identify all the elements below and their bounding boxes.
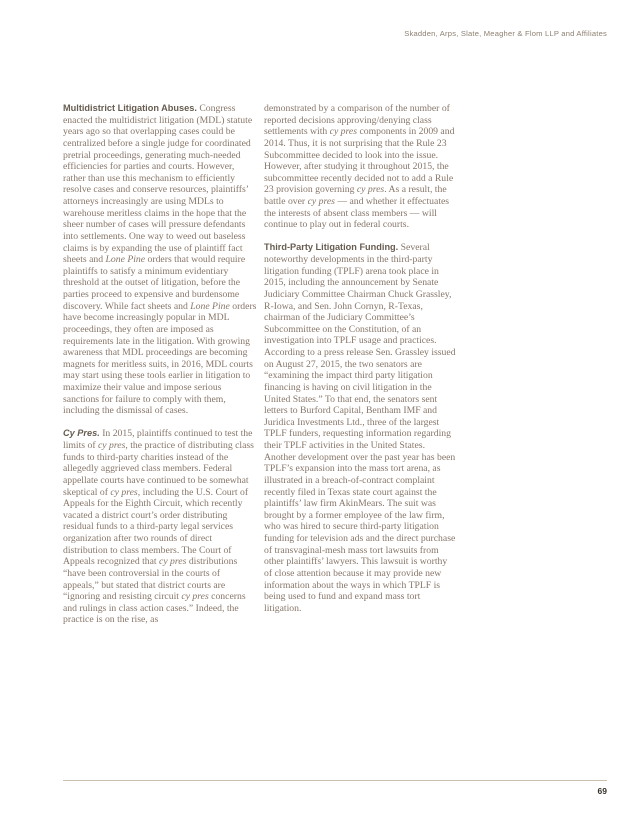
- paragraph: [63, 428, 258, 626]
- text-run: , including the U.S. Court of Appeals for the Eighth Circuit, which recently vacated a district court’s order distributing residual funds to a third-party legal services organization after two rounds of direct distribution to class members. The Court of Appeals recognized that: [63, 486, 249, 568]
- text-run: Lone Pine: [190, 300, 230, 312]
- footer-rule: [63, 780, 607, 781]
- text-run: , the practice of distributing class funds to third-party charities instead of the allegedly aggrieved class members. Federal appellate courts have continued to be somewhat skeptical of: [63, 440, 254, 498]
- text-run: Congress enacted the multidistrict litigation (MDL) statute years ago so that overlapping cases could be centralized before a single judge for coordinated pretrial proceedings, generating much-needed efficiencies for parties and courts. However, rather than use this mechanism to efficiently resolve cases and conserve resources, plaintiffs’ attorneys increasingly are using MDLs to warehouse meritless claims in the hope that the sheer number of cases will pressure defendants into settlements. One way to weed out baseless claims is by expanding the use of plaintiff fact sheets and: [63, 103, 253, 266]
- text-run: cy pres: [159, 556, 187, 568]
- text-run: concerns and rulings in class action cases.” Indeed, the practice is on the rise, as: [63, 591, 246, 626]
- section-heading: Cy Pres.: [63, 428, 100, 439]
- text-run: components in 2009 and 2014. Thus, it is not surprising that the Rule 23 Subcommittee decided to look into the issue. However, after studying it throughout 2015, the subcommittee recently decided not to add a Rule 23 provision governing: [264, 126, 455, 196]
- text-run: In 2015, plaintiffs continued to test the limits of: [63, 428, 253, 452]
- text-run: distributions “have been controversial in the courts of appeals,” but stated that district courts are “ignoring and resisting circuit: [63, 556, 238, 603]
- page-number: 69: [597, 786, 607, 796]
- text-run: demonstrated by a comparison of the number of reported decisions approving/denying class settlements with: [264, 103, 450, 138]
- section-heading: Multidistrict Litigation Abuses.: [63, 103, 197, 113]
- text-run: Lone Pine: [105, 254, 146, 266]
- text-run: cy pres: [181, 591, 209, 603]
- article-columns: [63, 103, 457, 638]
- text-run: cy pres: [356, 184, 385, 196]
- text-run: cy pres: [329, 126, 358, 138]
- text-run: — and whether it effectuates the interests of absent class members — will continue to play out in federal courts.: [264, 196, 450, 231]
- text-run: Several noteworthy developments in the third-party litigation funding (TPLF) arena took place in 2015, including the announcement by Senate Judiciary Committee Chairman Chuck Grassley, R-Iowa, and Sen. John Cornyn, R-Texas, chairman of the Judiciary Committee’s Subcommittee on the Constitution, of an investigation into TPLF usage and practices. According to a press release Sen. Grassley issued on August 27, 2015, the two senators are “examining the impact third party litigation financing is having on civil litigation in the United States.” To that end, the senators sent letters to Burford Capital, Bentham IMF and Juridica Investments Ltd., three of the largest TPLF funders, requesting information regarding their TPLF activities in the United States. Another development over the past year has been TPLF’s expansion into the mass tort arena, as illustrated in a breach-of-contract complaint recently filed in Texas state court against the plaintiffs’ law firm AkinMears. The suit was brought by a former employee of the law firm, who was hired to secure third-party litigation funding for television ads and the direct purchase of transvaginal-mesh mass tort lawsuits from other plaintiffs’ lawyers. This lawsuit is worthy of close attention because it may provide new information about the ways in which TPLF is being used to fund and expand mass tort litigation.: [264, 242, 456, 614]
- firm-name: Skadden, Arps, Slate, Meagher & Flom LLP and Affiliates: [404, 29, 607, 38]
- section-heading: Third-Party Litigation Funding.: [264, 242, 399, 253]
- page-header: [404, 29, 607, 38]
- left-column: [63, 103, 258, 638]
- paragraph: [264, 103, 457, 231]
- paragraph: [264, 242, 457, 614]
- text-run: cy pres: [98, 440, 126, 452]
- text-run: cy pres: [110, 486, 138, 498]
- paragraph: [63, 103, 258, 417]
- text-run: cy pres: [307, 196, 335, 207]
- text-run: . As a result, the battle over: [264, 184, 447, 207]
- text-run: orders have become increasingly popular in MDL proceedings, they often are imposed as requirements late in the litigation. With growing awareness that MDL proceedings are becoming magnets for meritless suits, in 2016, MDL courts may start using these tools earlier in litigation to maximize their value and impose serious sanctions for failure to comply with them, including the dismissal of cases.: [63, 300, 257, 417]
- text-run: orders that would require plaintiffs to satisfy a minimum evidentiary threshold at the outset of litigation, before the parties proceed to expensive and burdensome discovery. While fact sheets and: [63, 254, 246, 312]
- right-column: [264, 103, 457, 638]
